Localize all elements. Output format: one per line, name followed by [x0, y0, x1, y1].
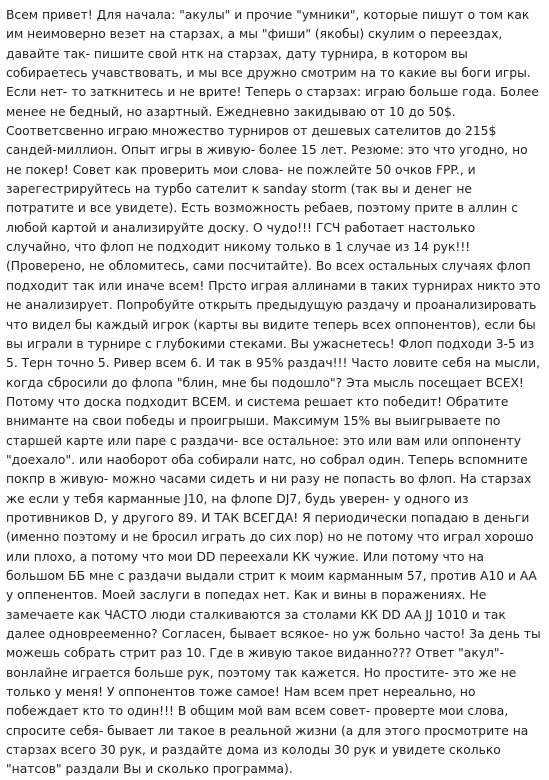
- post-body-text: Всем привет! Для начала: "акулы" и прочие "умники", которые пишут о том как им неимоверно везет на старзах, а мы "фиши" (якобы) скулим о переездах, давайте так- пишите свой нтк на старзах, дату турнира, в котором вы собираетесь учавствовать, и мы все дружно смотрим на то какие вы боги игры. Если нет- то заткнитесь и не врите! Теперь о старзах: играю больше года. Более менее не бедный, но азартный. Ежедневно закидываю от 10 до 50$. Соответсвенно играю множество турниров от дешевых сателитов до 215$ сандей-миллион. Опыт игры в живую- более 15 лет. Резюме: это что угодно, но не покер! Совет как проверить мои слова- не пожлейте 50 очков FPP., и зарегестрируйтесь на турбо сателит к sanday storm (так вы и денег не потратите и все увидете). Есть возможность ребаев, поэтому прите в аллин с любой картой и анализируйте доску. О чудо!!! ГСЧ работает настолько случайно, что флоп не подходит никому только в 1 случае из 14 рук!!! (Проверено, не обломитесь, сами посчитайте). Во всех остальных случаях флоп подходит так или иначе всем! Прсто играя аллинами в таких турнирах никто это не анализирует. Попробуйте открыть предыдущую раздачу и проанализировать что видел бы каждый игрок (карты вы видите теперь всех оппонентов), если бы вы играли в турнире с глубокими стеками. Вы ужаснетесь! Флоп подходи 3-5 из 5. Терн точно 5. Ривер всем 6. И так в 95% раздач!!! Часто ловите себя на мысли, когда сбросили до флопа "блин, мне бы подошло"? Эта мысль посещает ВСЕХ! Потому что доска подходит ВСЕМ. и система решает кто победит! Обратите вниманте на свои победы и проигрыши. Максимум 15% вы выигрываете по старшей карте или паре с раздачи- все остальное: это или вам или оппоненту "доехало". или наоборот оба собирали натс, но собрал один. Теперь вспомните покпр в живую- можно часами сидеть и ни разу не попасть во флоп. На старзах же если у тебя карманные J10, на флопе DJ7, будь уверен- у одного из противников D, у другого 89. И ТАК ВСЕГДА! Я периодически попадаю в деньги (именно поэтому и не бросил играть до сих пор) но не потому что играл хорошо или плохо, а потому что мои DD переехали КК чужие. Или потому что на большом ББ мне с раздачи выдали стрит к моим карманным 57, против А10 и АА у оппенентов. Моей заслуги в попедах нет. Как и вины в поражениях. Не замечаете как ЧАСТО люди сталкиваются за столами КК DD АА JJ 1010 и так далее одноврееменно? Согласен, бывает всякое- но уж больно часто! За день ты можешь собрать стрит раз 10. Где в живую такое виданно??? Ответ "акул"- вонлайне играется больше рук, поэтому так кажется. Но простите- это же не только у меня! У оппонентов тоже самое! Нам всем прет нереально, но побеждает кто то один!!! В общим мой вам всем совет- проверте мои слова, спросите себя- бывает ли такое в реальной жизни (а для этого просмотрите на старзах всего 30 рук, и раздайте дома из колоды 30 рук и увидете сколько "натсов" раздали Вы и сколько программа).: [6, 8, 541, 777]
